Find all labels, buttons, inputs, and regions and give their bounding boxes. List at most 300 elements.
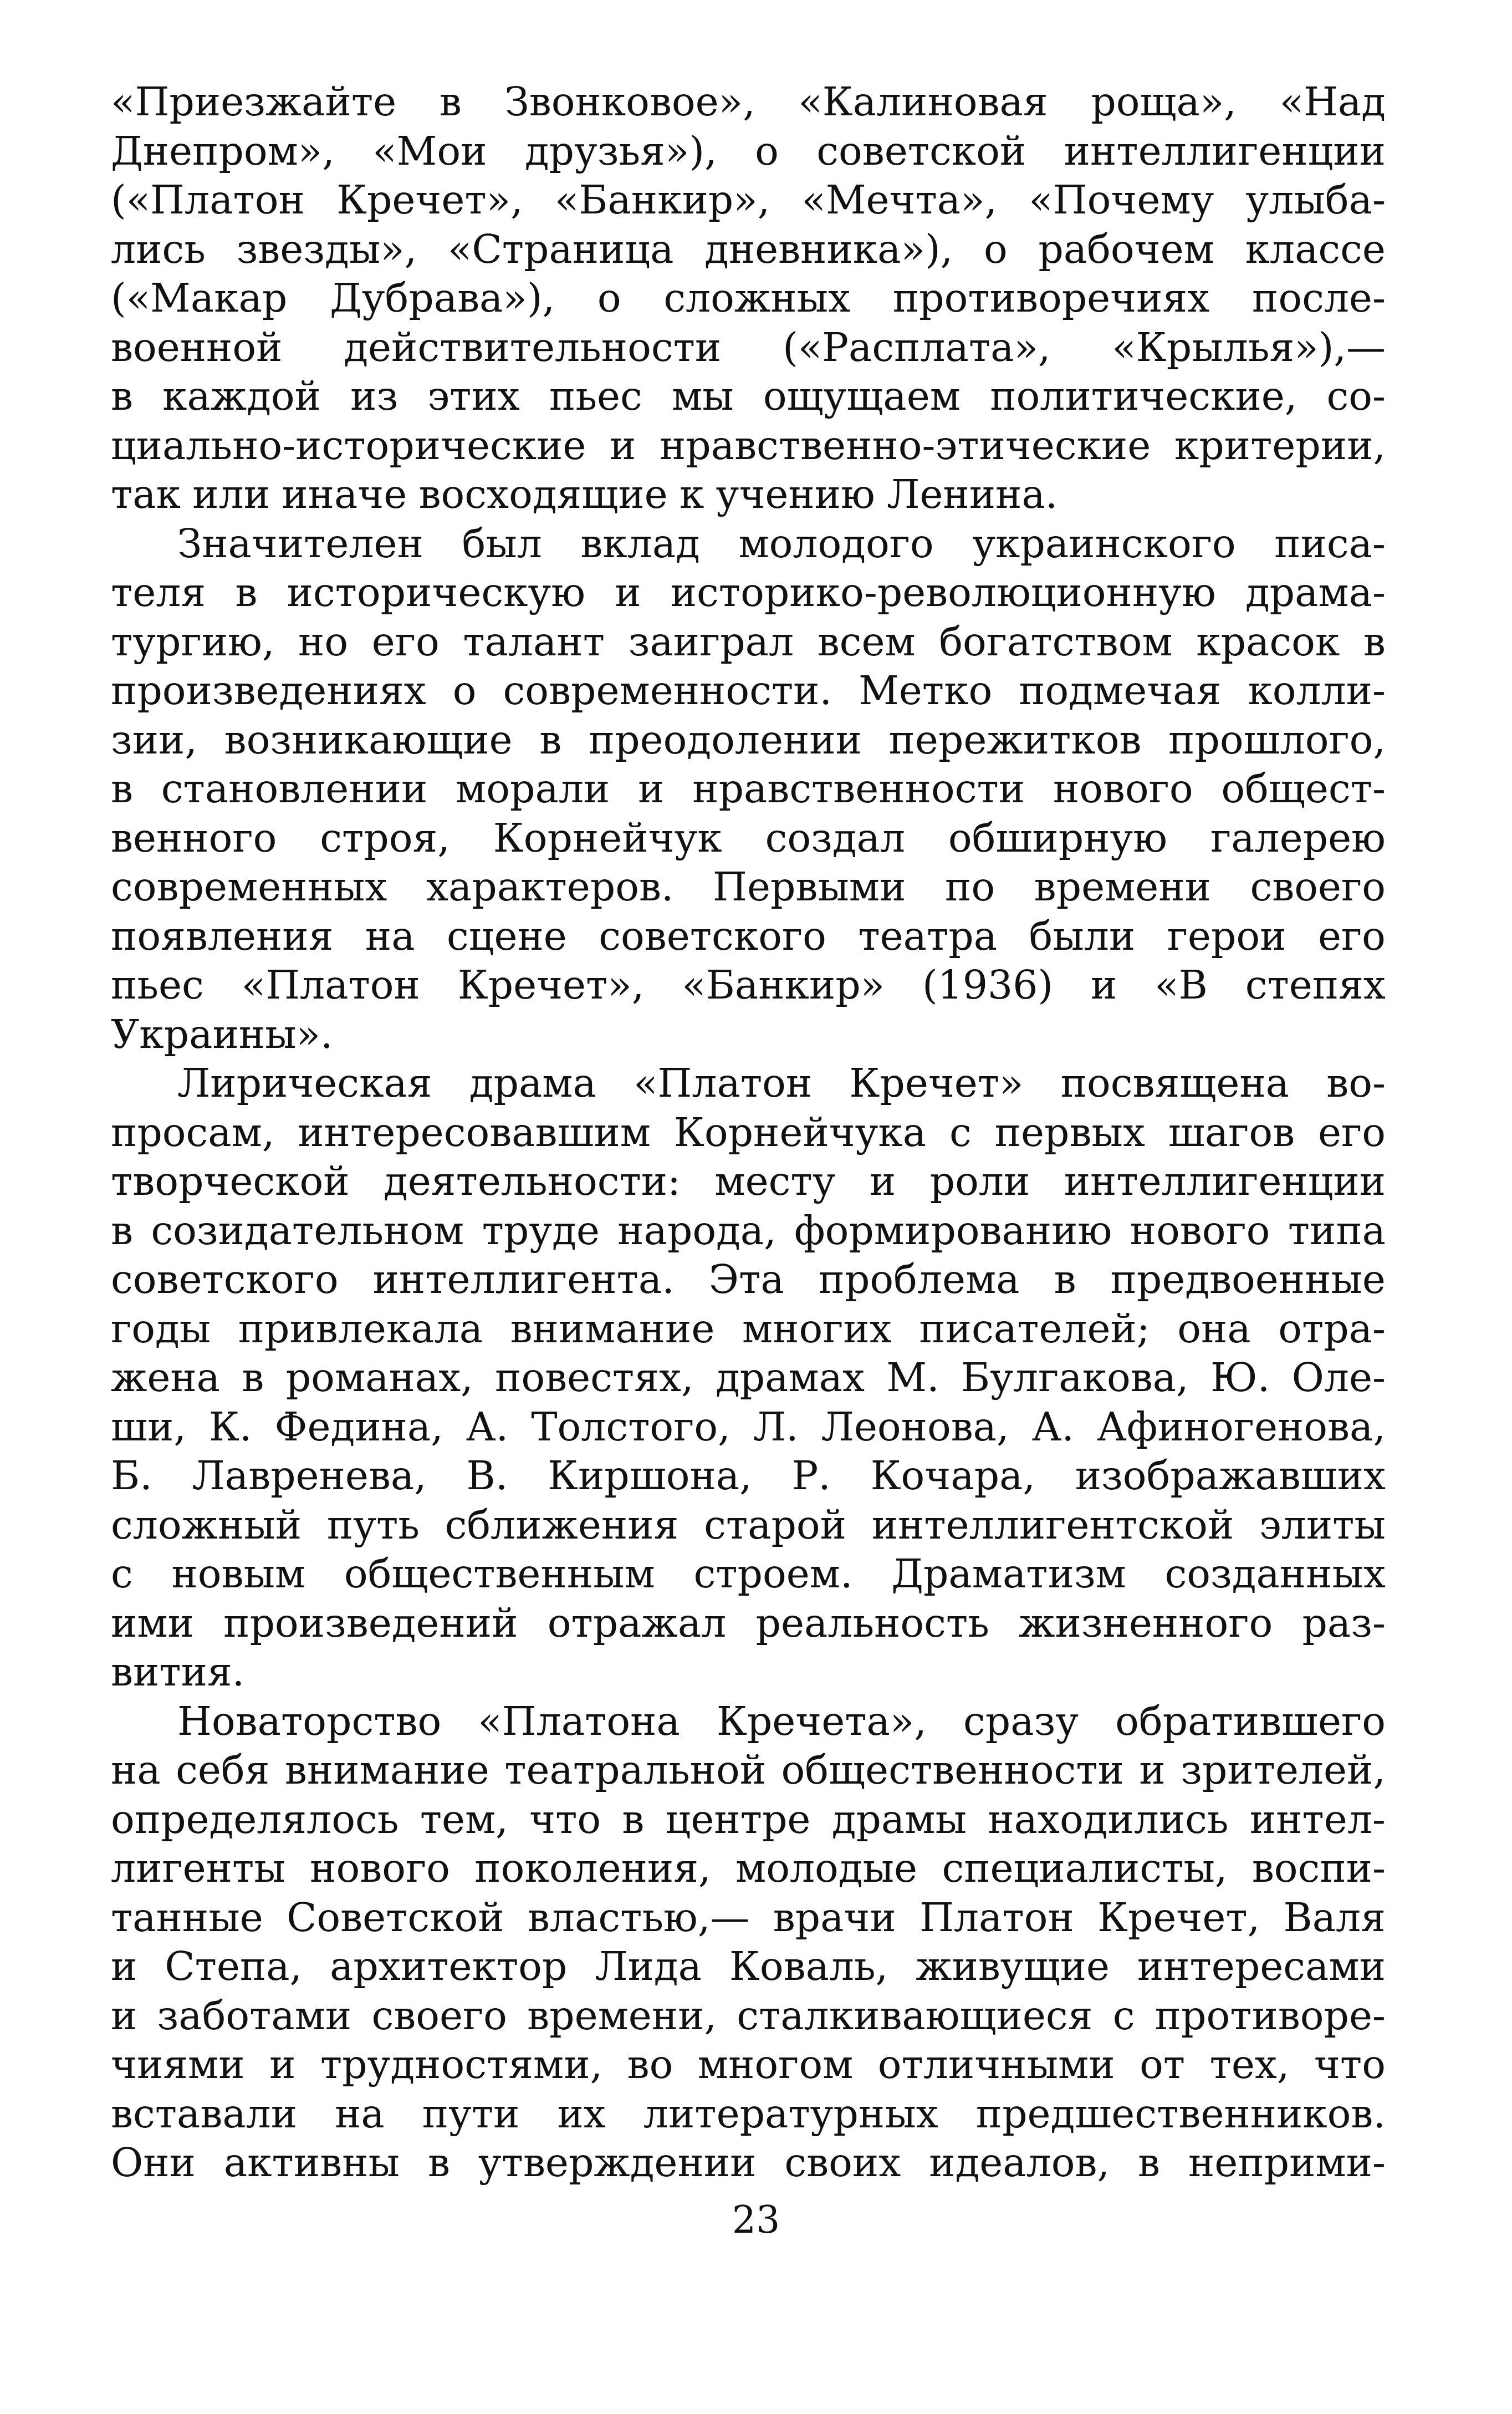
word: Советской — [287, 1894, 504, 1941]
text-line — [111, 814, 1386, 863]
text-line — [111, 912, 1386, 961]
word: в — [539, 716, 562, 763]
word: Лида — [595, 1943, 702, 1989]
word: годы — [111, 1305, 211, 1352]
word: Первыми — [713, 864, 906, 910]
text-line — [111, 618, 1386, 667]
word: Дубрава»), — [330, 275, 555, 321]
word: неприми- — [1188, 2140, 1386, 2186]
word: утверждении — [478, 2140, 757, 2186]
word: военной — [111, 324, 283, 370]
word: времени — [1034, 864, 1211, 910]
word: «Калиновая — [798, 79, 1048, 125]
text-line — [111, 1255, 1386, 1305]
word: отра- — [1278, 1305, 1386, 1352]
word: классе — [1245, 226, 1386, 272]
word: А. — [1031, 1403, 1074, 1450]
word: и — [1090, 962, 1117, 1008]
text-line — [111, 372, 1386, 421]
word: Лирическая — [177, 1060, 432, 1106]
word: на — [111, 1747, 161, 1793]
word: поколения, — [474, 1845, 711, 1891]
word: «Мои — [372, 128, 487, 174]
word: Ю. — [1210, 1354, 1270, 1400]
text-line — [111, 1108, 1386, 1158]
word: месту — [714, 1158, 836, 1204]
text-line — [111, 1992, 1386, 2041]
word: ощущаем — [763, 373, 961, 419]
page-text — [111, 78, 1386, 2188]
word: внимание — [510, 1305, 715, 1352]
word: был — [462, 520, 542, 567]
word: специалисты, — [942, 1845, 1228, 1891]
word: своего — [1250, 864, 1386, 910]
word: молодые — [735, 1845, 918, 1891]
word: отличными — [877, 2041, 1115, 2087]
paragraph — [111, 1059, 1386, 1697]
word: интеллигенции — [1064, 128, 1386, 174]
word: посвящена — [1060, 1060, 1290, 1106]
word: многом — [697, 2041, 854, 2087]
word: активны — [223, 2140, 400, 2186]
word: друзья»), — [524, 128, 717, 174]
word: вклад — [580, 520, 700, 567]
word: советского — [111, 1256, 339, 1302]
word: характеров. — [426, 864, 674, 910]
word: внимание — [284, 1747, 489, 1793]
word: сближения — [445, 1501, 679, 1548]
word: и — [269, 2041, 296, 2087]
word: прошлого, — [1168, 716, 1386, 763]
paragraph — [111, 78, 1386, 520]
word: сцене — [447, 913, 567, 959]
word: Кочара, — [870, 1453, 1035, 1499]
word: были — [1029, 913, 1136, 959]
word: Корнейчука — [673, 1109, 927, 1155]
text-line — [111, 78, 1386, 127]
word: циально-исторические — [111, 422, 586, 468]
text-line — [111, 225, 1386, 274]
word: преодолении — [588, 716, 862, 763]
word: Кречета», — [716, 1698, 927, 1744]
word: пьес — [549, 373, 642, 419]
text-line — [111, 323, 1386, 373]
word: в — [111, 373, 133, 419]
word: Федина, — [274, 1403, 443, 1450]
word: реальность — [755, 1600, 989, 1646]
word: Киршона, — [548, 1453, 752, 1499]
word: так — [111, 471, 181, 517]
word: предвоенные — [1110, 1256, 1386, 1302]
word: (1936) — [922, 962, 1054, 1008]
text-line — [111, 2138, 1386, 2188]
text-line — [111, 568, 1386, 618]
word: Кречет» — [849, 1060, 1024, 1106]
word: восходящие — [418, 471, 668, 517]
word: «Банкир», — [554, 177, 770, 223]
word: Б. — [111, 1453, 152, 1499]
text-line — [111, 1648, 1386, 1697]
word: Кречет, — [1097, 1894, 1260, 1941]
word: что — [529, 1796, 601, 1842]
word: сложный — [111, 1501, 302, 1548]
word: в — [111, 1207, 133, 1254]
word: из — [350, 373, 399, 419]
word: Валя — [1283, 1894, 1386, 1941]
word: «Приезжайте — [111, 79, 397, 125]
word: интеллигентской — [871, 1501, 1234, 1548]
text-line — [111, 1010, 1386, 1060]
text-line — [111, 1746, 1386, 1795]
text-line — [111, 1697, 1386, 1746]
word: сталкивающиеся — [737, 1992, 1093, 2039]
text-line — [111, 1206, 1386, 1256]
word: и — [638, 766, 665, 812]
word: нравственности — [692, 766, 1025, 812]
word: произведений — [223, 1600, 518, 1646]
text-line — [111, 1403, 1386, 1452]
word: с — [949, 1109, 972, 1155]
word: современных — [111, 864, 387, 910]
word: идеалов, — [929, 2140, 1110, 2186]
word: в — [111, 766, 133, 812]
text-line — [111, 1353, 1386, 1403]
word: драмах — [715, 1354, 865, 1400]
word: Толстого, — [531, 1403, 731, 1450]
word: мы — [671, 373, 734, 419]
word: сразу — [963, 1698, 1079, 1744]
word: старой — [704, 1501, 846, 1548]
word: современности. — [503, 668, 832, 714]
word: повестях, — [495, 1354, 694, 1400]
text-line — [111, 1157, 1386, 1206]
word: заботами — [157, 1992, 352, 2039]
word: изображавших — [1075, 1453, 1386, 1499]
text-line — [111, 176, 1386, 225]
text-line — [111, 127, 1386, 176]
word: звезды», — [236, 226, 417, 272]
word: Степа, — [165, 1943, 303, 1989]
word: противоре- — [1155, 1992, 1386, 2039]
word: формированию — [794, 1207, 1112, 1254]
text-line — [111, 1942, 1386, 1992]
word: Оле- — [1291, 1354, 1386, 1400]
word: новым — [171, 1551, 306, 1597]
word: предшественников. — [975, 2090, 1386, 2137]
word: в — [622, 1796, 645, 1842]
word: политические, — [990, 373, 1298, 419]
word: лигенты — [111, 1845, 285, 1891]
word: в — [439, 79, 462, 125]
word: созданных — [1164, 1551, 1386, 1597]
word: созидательном — [151, 1207, 464, 1254]
word: противоречиях — [892, 275, 1210, 321]
word: Коваль, — [729, 1943, 888, 1989]
word: центре — [665, 1796, 811, 1842]
word: интересами — [1137, 1943, 1386, 1989]
word: М. — [886, 1354, 939, 1400]
word: театральной — [504, 1747, 767, 1793]
word: или — [192, 471, 270, 517]
word: жена — [111, 1354, 220, 1400]
text-line — [111, 470, 1386, 520]
word: тех, — [1209, 2041, 1290, 2087]
word: обширную — [948, 814, 1168, 861]
word: Л. — [753, 1403, 799, 1450]
text-line — [111, 2040, 1386, 2090]
word: писателей; — [919, 1305, 1150, 1352]
word: драма — [469, 1060, 596, 1106]
word: театра — [858, 913, 998, 959]
word: А. — [466, 1403, 509, 1450]
word: себя — [176, 1747, 270, 1793]
word: богатством — [939, 618, 1173, 665]
word: Афиногенова, — [1097, 1403, 1386, 1450]
word: сложных — [663, 275, 851, 321]
word: Булгакова, — [961, 1354, 1189, 1400]
word: Метко — [859, 668, 993, 714]
word: общественным — [344, 1551, 655, 1597]
word: в — [1138, 2140, 1160, 2186]
word: нового — [1053, 766, 1193, 812]
word: возникающие — [224, 716, 513, 763]
word: Леонова, — [821, 1403, 1009, 1450]
word: и — [1139, 1747, 1166, 1793]
word: советской — [816, 128, 1026, 174]
word: элиты — [1259, 1501, 1386, 1548]
word: роща», — [1091, 79, 1237, 125]
word: и — [111, 1992, 137, 2039]
word: Р. — [791, 1453, 831, 1499]
text-line — [111, 1452, 1386, 1501]
word: в — [427, 2140, 450, 2186]
word: ими — [111, 1600, 194, 1646]
text-line — [111, 666, 1386, 716]
word: «Мечта», — [801, 177, 998, 223]
word: Новаторство — [177, 1698, 442, 1744]
word: действительности — [344, 324, 722, 370]
word: Эта — [708, 1256, 784, 1302]
word: во — [627, 2041, 673, 2087]
word: писа- — [1274, 520, 1386, 567]
word: со- — [1326, 373, 1386, 419]
word: учению — [716, 471, 875, 517]
page-number: 23 — [732, 2198, 780, 2242]
word: танные — [111, 1894, 263, 1941]
word: «Банкир» — [682, 962, 885, 1008]
word: («Платон — [111, 177, 305, 223]
word: жизненного — [1019, 1600, 1273, 1646]
word: интеллигенции — [1064, 1158, 1386, 1204]
word: о — [452, 668, 477, 714]
word: этих — [427, 373, 520, 419]
word: создал — [765, 814, 905, 861]
text-line — [111, 1844, 1386, 1893]
word: привлекала — [238, 1305, 483, 1352]
word: определялось — [111, 1796, 399, 1842]
word: историческую — [287, 569, 586, 615]
word: становлении — [161, 766, 428, 812]
word: интеллигента. — [372, 1256, 675, 1302]
word: В. — [466, 1453, 508, 1499]
word: «В — [1155, 962, 1208, 1008]
word: К. — [208, 1403, 252, 1450]
word: первых — [994, 1109, 1145, 1155]
word: пережитков — [888, 716, 1142, 763]
word: на — [365, 913, 415, 959]
word: в — [242, 1354, 264, 1400]
word: обратившего — [1115, 1698, 1386, 1744]
text-line — [111, 421, 1386, 471]
word: с — [1112, 1992, 1135, 2039]
word: степях — [1245, 962, 1386, 1008]
word: зии, — [111, 716, 197, 763]
word: о — [983, 226, 1008, 272]
word: раз- — [1302, 1600, 1386, 1646]
word: красок — [1196, 618, 1340, 665]
word: в — [1054, 1256, 1076, 1302]
word: творческой — [111, 1158, 350, 1204]
word: шагов — [1168, 1109, 1295, 1155]
word: тем, — [420, 1796, 508, 1842]
word: Днепром», — [111, 128, 335, 174]
word: и — [610, 422, 636, 468]
word: проблема — [818, 1256, 1020, 1302]
text-line — [111, 1305, 1386, 1354]
word: Ленина. — [887, 471, 1058, 517]
word: пути — [422, 2090, 520, 2137]
word: народа, — [617, 1207, 777, 1254]
text-line — [111, 1893, 1386, 1943]
word: живущие — [916, 1943, 1110, 1989]
word: Драматизм — [891, 1551, 1126, 1597]
word: на — [335, 2090, 385, 2137]
word: подмечая — [1019, 668, 1222, 714]
paragraph — [111, 520, 1386, 1060]
word: врачи — [773, 1894, 896, 1941]
word: герои — [1167, 913, 1286, 959]
word: критерии, — [1174, 422, 1386, 468]
word: к — [679, 471, 704, 517]
word: воспи- — [1252, 1845, 1386, 1891]
text-line — [111, 1795, 1386, 1845]
word: заиграл — [628, 618, 794, 665]
word: рабочем — [1038, 226, 1214, 272]
word: о — [597, 275, 621, 321]
word: в — [1363, 618, 1386, 665]
word: зрителей, — [1181, 1747, 1386, 1793]
word: морали — [456, 766, 610, 812]
text-line — [111, 1059, 1386, 1108]
word: литературных — [643, 2090, 938, 2137]
word: Кречет», — [336, 177, 523, 223]
word: деятельности: — [384, 1158, 681, 1204]
word: Значителен — [177, 520, 423, 567]
word: колли- — [1248, 668, 1386, 714]
word: интересовавшим — [298, 1109, 651, 1155]
word: многих — [742, 1305, 892, 1352]
word: советского — [599, 913, 826, 959]
word: «Почему — [1029, 177, 1214, 223]
word: дневника»), — [704, 226, 953, 272]
word: Кречет», — [457, 962, 645, 1008]
word: пьес — [111, 962, 204, 1008]
word: что — [1314, 2041, 1386, 2087]
word: «Платон — [634, 1060, 813, 1106]
word: Украины». — [111, 1011, 333, 1057]
word: роли — [929, 1158, 1030, 1204]
word: всем — [817, 618, 916, 665]
text-line — [111, 2090, 1386, 2139]
word: своих — [784, 2140, 901, 2186]
word: нового — [1130, 1207, 1270, 1254]
word: ши, — [111, 1403, 186, 1450]
word: венного — [111, 814, 277, 861]
word: и — [615, 569, 641, 615]
word: «Платон — [241, 962, 420, 1008]
text-line — [111, 1550, 1386, 1599]
word: Лавренева, — [192, 1453, 427, 1499]
word: по — [945, 864, 995, 910]
word: во- — [1326, 1060, 1386, 1106]
word: Они — [111, 2140, 196, 2186]
text-line — [111, 520, 1386, 569]
word: «Крылья»),— — [1112, 324, 1386, 370]
word: труде — [482, 1207, 600, 1254]
word: тургию, — [111, 618, 275, 665]
word: вставали — [111, 2090, 298, 2137]
word: типа — [1288, 1207, 1386, 1254]
word: интел- — [1249, 1796, 1386, 1842]
word: историко-революционную — [670, 569, 1216, 615]
word: каждой — [162, 373, 321, 419]
word: «Платона — [478, 1698, 680, 1744]
word: находились — [988, 1796, 1229, 1842]
word: общественности — [781, 1747, 1124, 1793]
word: украинского — [972, 520, 1236, 567]
word: молодого — [738, 520, 934, 567]
word: строем. — [693, 1551, 853, 1597]
word: улыба- — [1245, 177, 1386, 223]
word: времени, — [527, 1992, 717, 2039]
word: чиями — [111, 2041, 245, 2087]
word: путь — [326, 1501, 420, 1548]
word: архитектор — [330, 1943, 568, 1989]
word: с — [111, 1551, 133, 1597]
word: его — [371, 618, 440, 665]
word: его — [1317, 913, 1386, 959]
word: иначе — [282, 471, 407, 517]
word: но — [298, 618, 349, 665]
text-line — [111, 274, 1386, 323]
word: («Расплата», — [783, 324, 1051, 370]
word: теля — [111, 569, 206, 615]
word: Платон — [920, 1894, 1074, 1941]
word: трудностями, — [320, 2041, 603, 2087]
text-line — [111, 716, 1386, 765]
word: драма- — [1245, 569, 1386, 615]
word: о — [755, 128, 779, 174]
word: появления — [111, 913, 334, 959]
text-line — [111, 765, 1386, 814]
word: строя, — [320, 814, 450, 861]
text-line — [111, 863, 1386, 912]
word: лись — [111, 226, 206, 272]
word: и — [111, 1943, 137, 1989]
word: «Над — [1279, 79, 1386, 125]
word: романах, — [285, 1354, 473, 1400]
word: драмы — [831, 1796, 967, 1842]
